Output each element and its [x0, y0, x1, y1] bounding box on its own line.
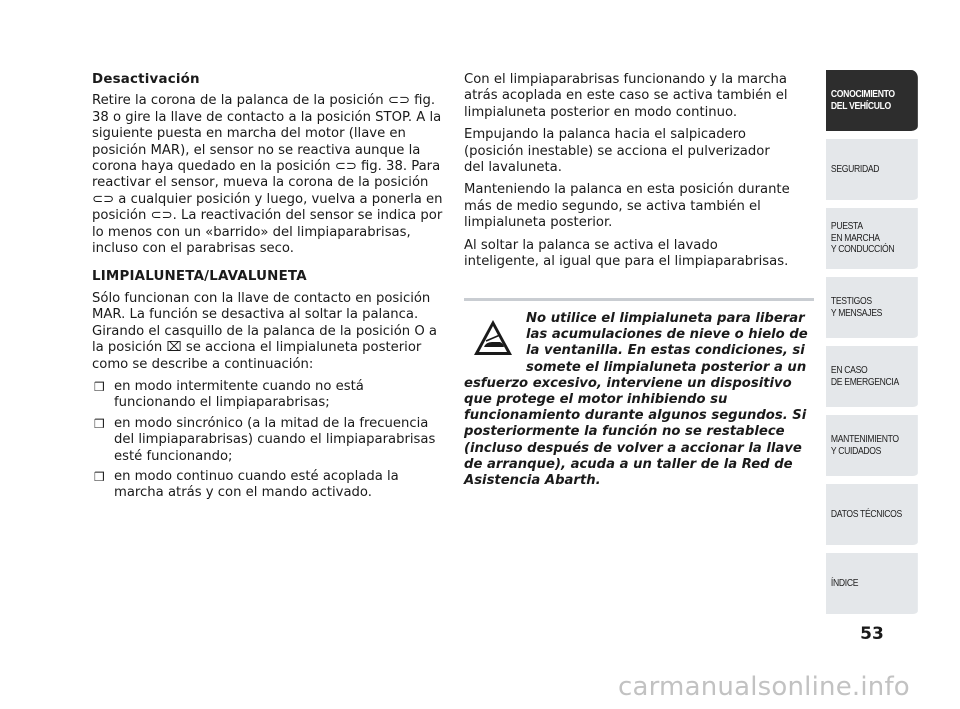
tab-conocimiento-del-vehiculo[interactable]: CONOCIMIENTO DEL VEHÍCULO: [826, 70, 918, 134]
warning-text: No utilice el limpialuneta para liberar las acumulaciones de nieve o hielo de la ventanilla. En estas condiciones, si somete el limpialuneta posterior a un esfuerzo excesivo, interviene un dispositivo que protege el motor inhibiendo su funcionamiento durante algunos segundos. Si posteriormente la función no se restablece (incluso después de volver a accionar la llave de arranque), acuda a un taller de la Red de Asistencia Abarth.: [464, 311, 808, 489]
right-column: [464, 72, 790, 276]
tab-datos-tecnicos[interactable]: DATOS TÉCNICOS: [826, 484, 918, 548]
watermark-text: carmanualsonline.info: [618, 672, 910, 702]
warning-triangle-icon: [472, 317, 514, 359]
heading-limpialuneta: LIMPIALUNETA/LAVALUNETA: [92, 269, 307, 285]
left-column: [92, 72, 444, 506]
tab-puesta-en-marcha[interactable]: PUESTA EN MARCHA Y CONDUCCIÓN: [826, 208, 918, 272]
paragraph-limpialuneta: Sólo funcionan con la llave de contacto en posición MAR. La función se desactiva al soltar la palanca. Girando el casquillo de la palanca de la posición O a la posición ⌧ se acciona el limpialuneta posterior como se describe a continuación:: [92, 290, 437, 372]
paragraph-pulverizador: Empujando la palanca hacia el salpicadero (posición inestable) se acciona el pulverizador del lavaluneta.: [464, 127, 770, 176]
checkbox-bullet-icon: ❒: [94, 379, 105, 394]
tab-indice[interactable]: ÍNDICE: [826, 553, 918, 617]
list-item: ❒ en modo continuo cuando esté acoplada la marcha atrás y con el mando activado.: [94, 468, 399, 501]
mode-list: [92, 379, 444, 502]
tab-mantenimiento[interactable]: MANTENIMIENTO Y CUIDADOS: [826, 415, 918, 479]
section-sidebar: [826, 70, 918, 622]
tab-seguridad[interactable]: SEGURIDAD: [826, 139, 918, 203]
tab-en-caso-de-emergencia[interactable]: EN CASO DE EMERGENCIA: [826, 346, 918, 410]
list-item: ❒ en modo intermitente cuando no está funcionando el limpiaparabrisas;: [94, 378, 364, 411]
paragraph-marcha-atras: Con el limpiaparabrisas funcionando y la marcha atrás acoplada en este caso se activa también el limpialuneta posterior en modo continuo.: [464, 72, 788, 120]
checkbox-bullet-icon: ❒: [94, 469, 105, 484]
list-item: ❒ en modo sincrónico (a la mitad de la frecuencia del limpiaparabrisas) cuando el limpiaparabrisas esté funcionando;: [94, 415, 436, 464]
page-number: 53: [860, 624, 884, 644]
paragraph-lavado-inteligente: Al soltar la palanca se activa el lavado inteligente, al igual que para el limpiaparabrisas.: [464, 237, 789, 270]
tab-testigos-y-mensajes[interactable]: TESTIGOS Y MENSAJES: [826, 277, 918, 341]
warning-divider: [464, 298, 814, 301]
heading-desactivacion: Desactivación: [92, 72, 200, 87]
checkbox-bullet-icon: ❒: [94, 416, 105, 431]
warning-box: [464, 298, 814, 489]
paragraph-desactivacion: Retire la corona de la palanca de la posición ⊂⊃ fig. 38 o gire la llave de contacto a la posición STOP. A la siguiente puesta en marcha del motor (llave en posición MAR), el sensor no se reactiva aunque la corona haya quedado en la posición ⊂⊃ fig. 38. Para reactivar el sensor, mueva la corona de la posición ⊂⊃ a cualquier posición y luego, vuelva a ponerla en posición ⊂⊃. La reactivación del sensor se indica por lo menos con un «barrido» del limpiaparabrisas, incluso con el parabrisas seco.: [92, 93, 443, 257]
paragraph-medio-segundo: Manteniendo la palanca en esta posición durante más de medio segundo, se activa también el limpialuneta posterior.: [464, 182, 790, 231]
